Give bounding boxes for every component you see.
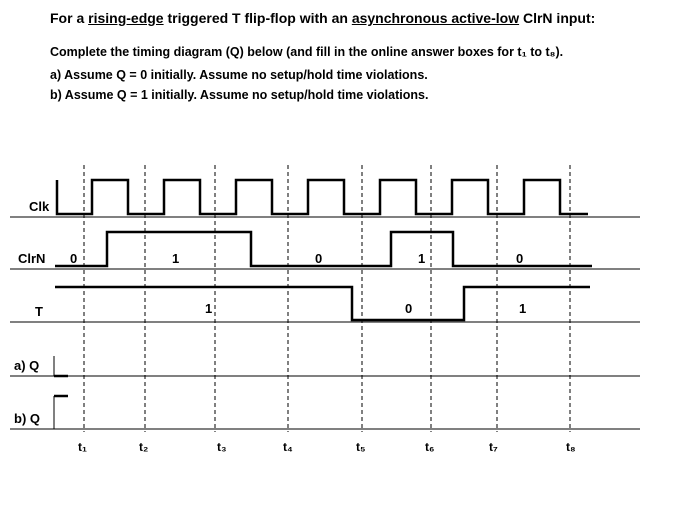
- time-marker-label: t₁: [78, 440, 87, 454]
- t-value: 1: [205, 301, 213, 316]
- part-a-text: a) Assume Q = 0 initially. Assume no setup/hold time violations.: [50, 68, 428, 82]
- question-title: For a rising-edge triggered T flip-flop with an asynchronous active-low ClrN input:: [50, 10, 596, 26]
- clrn-value: 0: [315, 251, 323, 266]
- time-marker-label: t₈: [566, 440, 576, 454]
- clrn-value: 1: [172, 251, 180, 266]
- time-marker-label: t₄: [283, 440, 293, 454]
- clk-label: Clk: [29, 199, 50, 214]
- t-label: T: [35, 304, 43, 319]
- time-marker-label: t₂: [139, 440, 149, 454]
- t-value: 1: [519, 301, 527, 316]
- t-value: 0: [405, 301, 413, 316]
- clrn-value: 0: [70, 251, 78, 266]
- time-marker-label: t₅: [356, 440, 366, 454]
- time-marker-label: t₆: [425, 440, 435, 454]
- clk-waveform: [57, 180, 588, 214]
- instruction-text: Complete the timing diagram (Q) below (and fill in the online answer boxes for t₁ to t₈).: [50, 45, 564, 59]
- clrn-label: ClrN: [18, 251, 46, 266]
- time-marker-lines: [84, 165, 570, 432]
- clrn-value: 1: [418, 251, 426, 266]
- clrn-waveform: [55, 232, 592, 266]
- clrn-value: 0: [516, 251, 524, 266]
- part-b-text: b) Assume Q = 1 initially. Assume no setup/hold time violations.: [50, 88, 429, 102]
- t-waveform: [55, 287, 590, 320]
- time-marker-label: t₃: [217, 440, 227, 454]
- qb-label: b) Q: [14, 411, 40, 426]
- qa-label: a) Q: [14, 358, 40, 373]
- row-baselines: [10, 217, 640, 429]
- time-marker-label: t₇: [489, 440, 498, 454]
